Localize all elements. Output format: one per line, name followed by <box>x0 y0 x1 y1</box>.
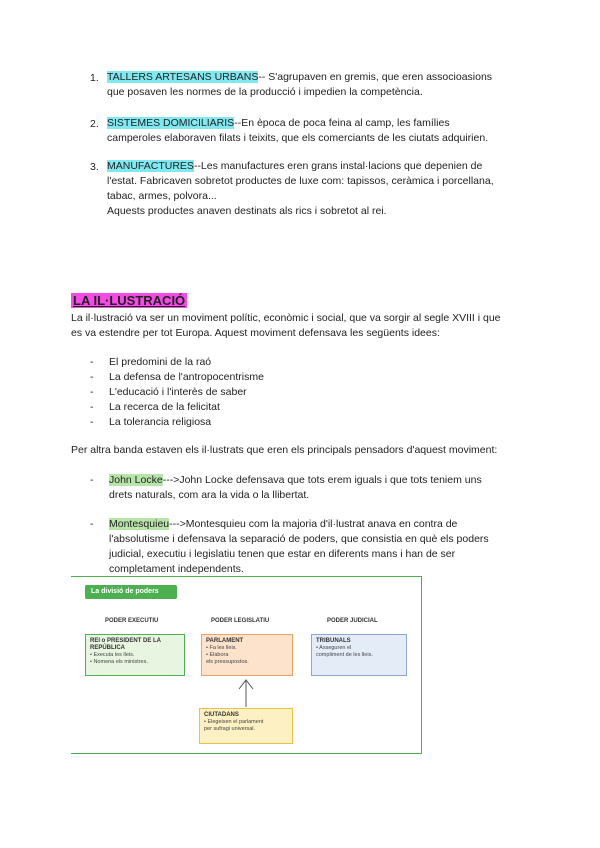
thinker-name: John Locke <box>109 474 163 486</box>
thinker-text: drets naturals, com ara la vida o la llibertat. <box>109 489 310 501</box>
box-title: TRIBUNALS <box>316 638 351 644</box>
col-jud: PODER JUDICIAL <box>327 618 378 624</box>
box-title: REI o PRESIDENT DE LA REPÚBLICA <box>90 638 161 651</box>
intro-line: es va estendre per tot Europa. Aquest moviment defensava les següents idees: <box>71 327 440 339</box>
box-line: • Elegeixen el parlament <box>204 719 264 725</box>
thinker-text: --->John Locke defensava que tots erem iguals i que tots teniem uns <box>162 474 482 486</box>
bullet-dash: - <box>90 474 94 486</box>
item-text: tabac, armes, polvora... <box>107 190 217 202</box>
list-number: 3. <box>90 161 99 173</box>
box-line: • Nomena els ministres. <box>90 659 148 665</box>
item-text: l'estat. Fabricaven sobretot productes de luxe com: tapissos, ceràmica i porcellana, <box>107 175 494 187</box>
item-text: --En època de poca feina al camp, les famílies <box>234 117 450 129</box>
paragraph: Per altra banda estaven els il·lustrats que eren els principals pensadors d'aquest moviment: <box>71 444 498 456</box>
list-item <box>107 116 547 146</box>
box-title: CIUTADANS <box>204 712 239 718</box>
item-text: Aquests productes anaven destinats als rics i sobretot al rei. <box>107 205 387 217</box>
bullet-dash: - <box>90 356 94 368</box>
thinker-text: l'absolutisme i defensava la separació de poders, que consistia en què els poders <box>109 533 489 545</box>
list-item: L'educació i l'interès de saber <box>109 386 247 398</box>
box-legislative <box>201 634 293 676</box>
section-title-text: LA IL·LUSTRACIÓ <box>73 293 186 308</box>
intro-paragraph <box>71 311 541 341</box>
list-number: 2. <box>90 118 99 130</box>
list-item <box>107 70 547 100</box>
box-citizens <box>199 708 293 744</box>
thinker-text: --->Montesquieu com la majoria d'il·lustrat anava en contra de <box>169 518 458 530</box>
list-item: La defensa de l'antropocentrisme <box>109 371 264 383</box>
box-line: • Fa les lleis. <box>206 645 237 651</box>
bullet-dash: - <box>90 518 94 530</box>
box-line: • Executa les lleis. <box>90 652 135 658</box>
box-line: els pressupostos. <box>206 659 249 665</box>
term-tallers: TALLERS ARTESANS URBANS <box>107 71 259 83</box>
bullet-dash: - <box>90 371 94 383</box>
col-leg: PODER LEGISLATIU <box>211 618 270 624</box>
list-item: El predomini de la raó <box>109 356 212 368</box>
box-title: PARLAMENT <box>206 638 244 644</box>
list-number: 1. <box>90 72 99 84</box>
bullet-dash: - <box>90 386 94 398</box>
item-text: camperoles elaboraven filats i teixits, que els comerciants de les ciutats adquirien. <box>107 132 489 144</box>
thinker-montesquieu <box>109 517 549 577</box>
item-text: -- S'agrupaven en gremis, que eren associoasions <box>258 71 493 83</box>
intro-line: La il·lustració va ser un moviment polític, econòmic i social, que va sorgir al segle XVIII i que <box>71 312 501 324</box>
box-line: compliment de les lleis. <box>316 652 373 658</box>
thinker-locke <box>109 473 549 503</box>
col-exec: PODER EXECUTIU <box>105 618 159 624</box>
bullet-dash: - <box>90 416 94 428</box>
figure-tab: La divisió de poders <box>85 585 177 599</box>
division-of-powers-figure <box>71 576 422 754</box>
box-executive <box>85 634 185 676</box>
list-item <box>107 159 547 219</box>
list-item: La recerca de la felicitat <box>109 401 220 413</box>
item-text: --Les manufactures eren grans instal·lacions que depenien de <box>193 160 483 172</box>
arrow-icon <box>231 677 261 709</box>
box-line: • Elabora <box>206 652 229 658</box>
thinker-text: judicial, executiu i legislatiu tenen que estar en diferents mans i han de ser <box>109 548 456 560</box>
item-text: que posaven les normes de la producció i impedien la competència. <box>107 86 423 98</box>
term-manufactures: MANUFACTURES <box>107 160 194 172</box>
thinker-text: completament independents. <box>109 563 244 575</box>
box-judicial <box>311 634 407 676</box>
box-line: • Asseguren el <box>316 645 352 651</box>
list-item: La tolerancia religiosa <box>109 416 212 428</box>
bullet-dash: - <box>90 401 94 413</box>
section-title <box>71 292 187 310</box>
term-sistemes: SISTEMES DOMICILIARIS <box>107 117 235 129</box>
box-line: per sufragi universal. <box>204 726 256 732</box>
thinker-name: Montesquieu <box>109 518 170 530</box>
